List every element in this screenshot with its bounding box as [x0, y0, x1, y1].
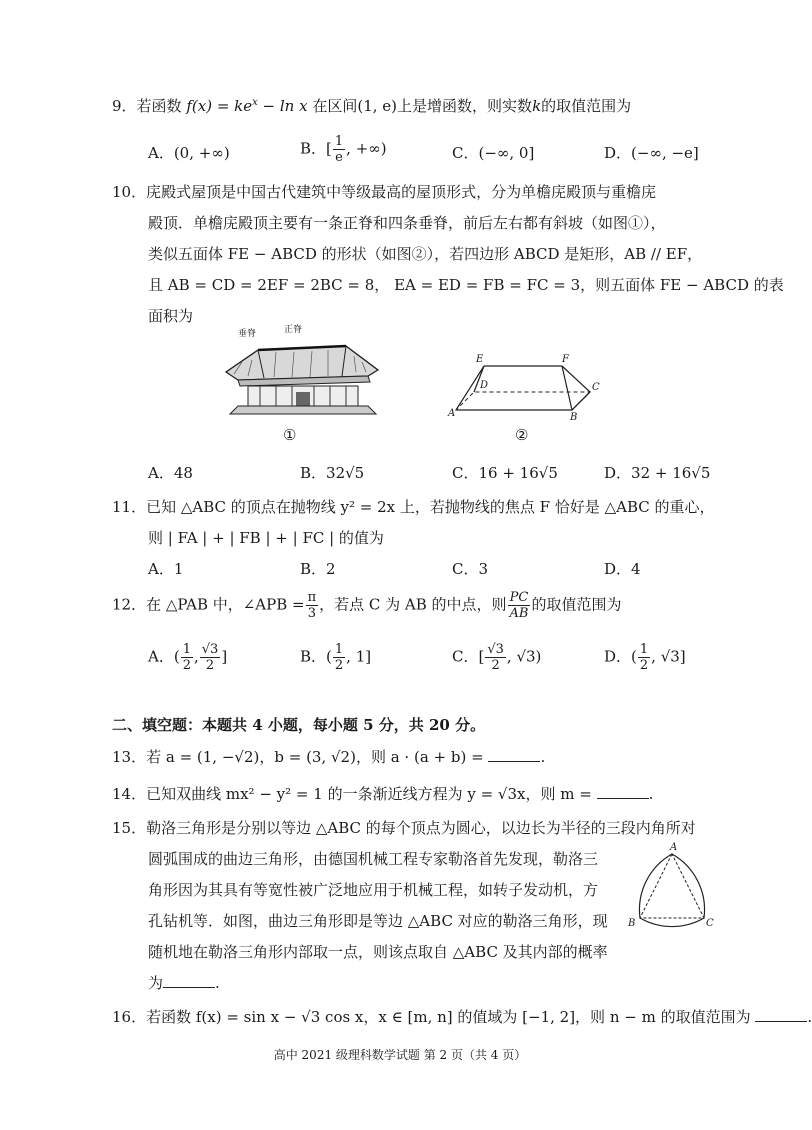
- q10-option-d: D．32 + 16√5: [604, 464, 711, 482]
- q12-stem-a: 在 △PAB 中，∠APB =: [146, 595, 305, 614]
- q13-end: .: [540, 748, 546, 766]
- q14-end: .: [648, 785, 654, 803]
- q11-line-1: [112, 496, 715, 517]
- q12-b-pre: B．(: [300, 647, 332, 666]
- q12-c-pre: C．[: [452, 647, 485, 666]
- q9-stem-text-c: 上是增函数，则实数: [397, 97, 533, 115]
- q9-option-a: A．(0, +∞): [148, 144, 230, 162]
- q12-d-d1: 2: [639, 658, 649, 673]
- q12-d-pre: D．(: [604, 647, 637, 666]
- q11-number: 11．: [112, 498, 147, 516]
- reuleaux-label-a: A: [670, 842, 678, 853]
- q12-d-post: , √3]: [651, 647, 686, 666]
- q12-b-d1: 2: [334, 658, 344, 673]
- q12-c-post: , √3): [506, 647, 542, 666]
- q10-line-4: 且 AB = CD = 2EF = 2BC = 8， EA = ED = FB = FC = 3，则五面体 FE − ABCD 的表: [148, 276, 784, 294]
- q15-line1-text: 勒洛三角形是分别以等边 △ABC 的每个顶点为圆心，以边长为半径的三段内角所对: [146, 819, 696, 837]
- q13-answer-blank[interactable]: [488, 747, 540, 762]
- figure-2-pentahedron: [446, 352, 606, 430]
- q9-option-d: D．(−∞, −e]: [604, 144, 699, 162]
- q11-line-2: 则 | FA | + | FB | + | FC | 的值为: [148, 529, 384, 547]
- q12-option-a: [148, 642, 227, 673]
- q15-answer-blank[interactable]: [163, 973, 215, 988]
- q10-line1-text: 庑殿式屋顶是中国古代建筑中等级最高的屋顶形式，分为单檐庑殿顶与重檐庑: [146, 183, 657, 201]
- q12-a-frac1: [181, 642, 193, 673]
- q11-option-b: B．2: [300, 560, 336, 578]
- fig2-label-a: A: [448, 408, 456, 419]
- q10-option-b: B．32√5: [300, 464, 365, 482]
- q9-opt-b-frac: [333, 134, 345, 165]
- fig2-label-d: D: [480, 380, 489, 391]
- q10-number: 10．: [112, 183, 147, 201]
- q12-d-n1: 1: [639, 642, 649, 657]
- fig1-label-main-ridge: 正脊: [284, 325, 303, 335]
- q15-line-5: 随机地在勒洛三角形内部取一点，则该点取自 △ABC 及其内部的概率: [148, 943, 608, 961]
- pentahedron-drawing: [446, 352, 606, 430]
- q15-line-2: 圆弧围成的曲边三角形，由德国机械工程专家勒洛首先发现，勒洛三: [148, 850, 599, 868]
- q14-number: 14．: [112, 785, 147, 803]
- q9-number: 9．: [112, 97, 137, 115]
- q12-pi-frac: [306, 590, 319, 621]
- q12-c-d1: 2: [491, 658, 500, 673]
- q12-a-frac2: [200, 642, 221, 673]
- q15-line-4: 孔钻机等．如图，曲边三角形即是等边 △ABC 对应的勒洛三角形，现: [148, 912, 608, 930]
- q11-option-c: C．3: [452, 560, 489, 578]
- q12-pc-den: AB: [509, 606, 529, 621]
- q9-func-sup: x: [252, 97, 258, 108]
- q15-line-3: 角形因为其具有等宽性被广泛地应用于机械工程，如转子发动机，方: [148, 881, 599, 899]
- q12-b-post: , 1]: [346, 647, 372, 666]
- q9-option-c: C．(−∞, 0]: [452, 144, 535, 162]
- fig2-label-b: B: [570, 412, 578, 423]
- fig2-label-e: E: [476, 354, 484, 365]
- section-2-header: 二、填空题：本题共 4 小题，每小题 5 分，共 20 分。: [112, 716, 486, 734]
- q12-c-frac1: [485, 642, 506, 673]
- q9-opt-b-num: 1: [334, 134, 344, 149]
- q9-func-b: − ln x: [257, 97, 308, 115]
- q13-number: 13．: [112, 748, 147, 766]
- q10-option-c: C．16 + 16√5: [452, 464, 558, 482]
- q15-line-1: [112, 817, 696, 838]
- q13-text: 若 a = (1, −√2)，b = (3, √2)，则 a · (a + b) =: [146, 748, 484, 766]
- q13-stem: [112, 746, 545, 767]
- q10-line-5: 面积为: [148, 307, 194, 325]
- q14-answer-blank[interactable]: [597, 784, 649, 799]
- q9-var: k: [532, 97, 542, 115]
- fig2-caption: ②: [515, 426, 529, 444]
- q14-text: 已知双曲线 mx² − y² = 1 的一条渐近线方程为 y = √3x，则 m =: [146, 785, 592, 803]
- q9-stem-text-a: 若函数: [136, 97, 182, 115]
- q12-pc-num: PC: [509, 590, 529, 605]
- q9-stem-text-b: 在区间: [312, 97, 358, 115]
- q12-a-pre: A．(: [148, 647, 180, 666]
- q12-a-d2: 2: [205, 658, 215, 673]
- page-footer: 高中 2021 级理科数学试题 第 2 页（共 4 页）: [273, 1048, 527, 1062]
- q12-a-n1: 1: [182, 642, 191, 657]
- q12-a-n2: √3: [201, 642, 219, 657]
- q12-a-mid: ,: [193, 647, 199, 666]
- q12-stem-c: 的取值范围为: [531, 595, 622, 614]
- fig2-label-f: F: [562, 354, 569, 365]
- q12-pi-den: 3: [307, 606, 316, 621]
- q12-c-n1: √3: [487, 642, 504, 657]
- q12-b-frac1: [333, 642, 345, 673]
- q9-func-a: f(x) = ke: [186, 97, 253, 115]
- q15-number: 15．: [112, 819, 147, 837]
- q9-interval: (1, e): [357, 97, 398, 115]
- q12-a-post: ]: [221, 647, 228, 666]
- q12-option-c: [452, 642, 541, 673]
- q10-option-a: A．48: [148, 464, 193, 482]
- fig2-label-c: C: [592, 382, 600, 393]
- q9-function: [186, 97, 307, 115]
- fig1-label-hip-ridge: 垂脊: [238, 329, 257, 339]
- q12-b-n1: 1: [334, 642, 344, 657]
- q9-opt-b-post: , +∞): [346, 139, 387, 158]
- q10-line-1: [112, 181, 656, 202]
- q15-end: .: [215, 974, 220, 992]
- q10-line-2: 殿顶．单檐庑殿顶主要有一条正脊和四条垂脊，前后左右都有斜坡（如图①），: [148, 214, 666, 232]
- q11-option-a: A．1: [148, 560, 184, 578]
- reuleaux-triangle-figure: [626, 842, 718, 934]
- q16-answer-blank[interactable]: [755, 1007, 807, 1022]
- q12-option-d: [604, 642, 686, 673]
- q16-end: .: [807, 1008, 812, 1026]
- reuleaux-triangle-drawing: [626, 842, 718, 934]
- q9-stem-text-d: 的取值范围为: [541, 97, 632, 115]
- q9-opt-b-pre: B．[: [300, 139, 332, 158]
- q16-number: 16．: [112, 1008, 147, 1026]
- figure-1-roof-building: [218, 322, 388, 418]
- q9-opt-b-den: e: [335, 150, 343, 165]
- q12-d-frac1: [638, 642, 650, 673]
- q12-pi-num: π: [307, 590, 317, 605]
- q12-pc-frac: [508, 590, 531, 621]
- q15-line-6: [148, 972, 220, 993]
- fig1-caption: ①: [283, 426, 297, 444]
- q11-line1-text: 已知 △ABC 的顶点在抛物线 y² = 2x 上，若抛物线的焦点 F 恰好是 △ABC 的重心，: [146, 498, 715, 516]
- q16-text: 若函数 f(x) = sin x − √3 cos x，x ∈ [m, n] 的值域为 [−1, 2]，则 n − m 的取值范围为: [146, 1008, 751, 1026]
- q12-stem: [112, 590, 622, 621]
- q11-option-d: D．4: [604, 560, 641, 578]
- q12-number: 12．: [112, 595, 147, 614]
- q9-stem: [112, 95, 631, 116]
- q10-line-3: 类似五面体 FE − ABCD 的形状（如图②），若四边形 ABCD 是矩形，AB // EF，: [148, 245, 703, 263]
- reuleaux-label-c: C: [706, 918, 714, 929]
- q14-stem: [112, 783, 653, 804]
- q15-line6-text: 为: [148, 974, 164, 992]
- q12-a-d1: 2: [182, 658, 191, 673]
- q12-stem-b: ，若点 C 为 AB 的中点，则: [319, 595, 507, 614]
- q16-stem: [112, 1006, 812, 1027]
- reuleaux-label-b: B: [628, 918, 636, 929]
- q12-option-b: [300, 642, 371, 673]
- q9-option-b: [300, 134, 387, 165]
